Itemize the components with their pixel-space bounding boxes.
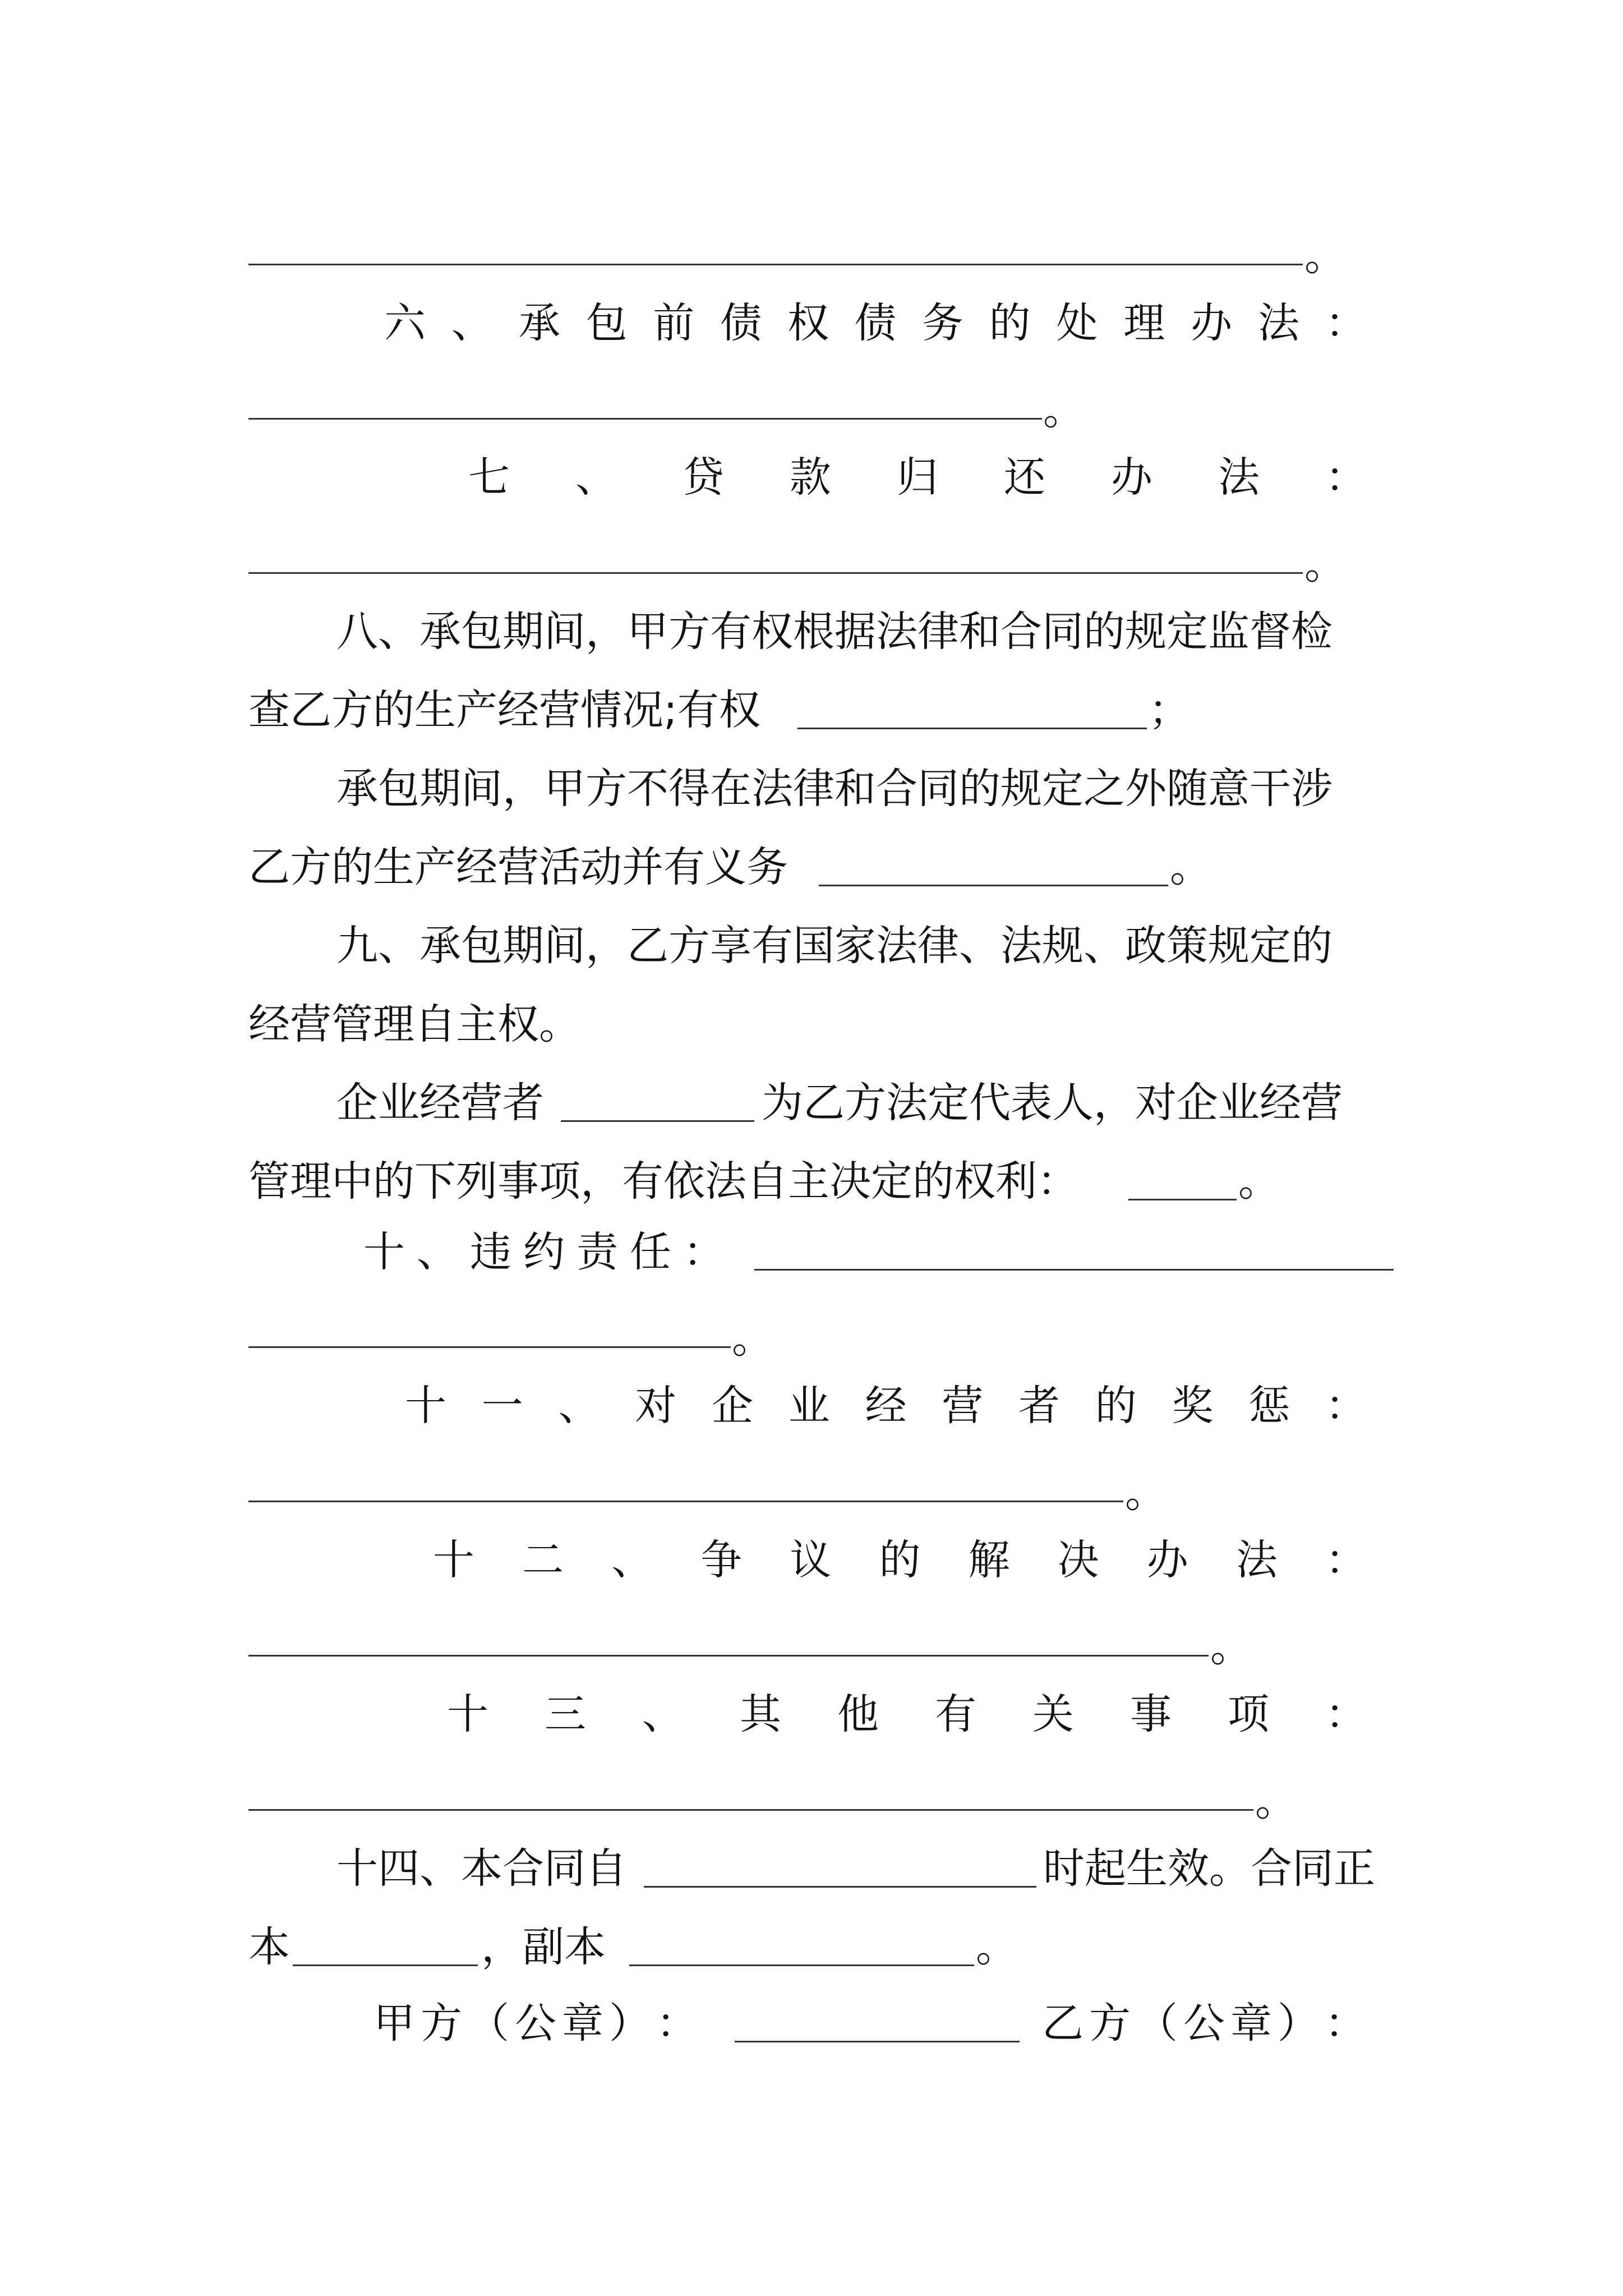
heading-char: 约	[523, 1228, 565, 1276]
section-13-heading	[447, 1687, 1367, 1741]
heading-char: 十	[405, 1382, 446, 1430]
period: 。	[732, 1314, 773, 1363]
heading-char: ：	[656, 1999, 698, 2047]
heading-char: 三	[545, 1690, 586, 1738]
heading-char: 惩	[1248, 1382, 1290, 1430]
heading-char: ：	[1325, 1536, 1367, 1584]
section-9-para-2-line-2: 管理中的下列事项，有依法自主决定的权利：	[248, 1157, 1078, 1205]
heading-char: 决	[1057, 1536, 1099, 1584]
heading-char: ：	[1325, 299, 1367, 347]
heading-char: 关	[1032, 1690, 1074, 1738]
period: 。	[1125, 1469, 1166, 1517]
fill-blank-line	[248, 1501, 1123, 1502]
heading-char: 他	[837, 1690, 879, 1738]
heading-char: 十	[447, 1690, 488, 1738]
heading-char: 办	[1191, 299, 1233, 347]
section-6-heading	[384, 296, 1367, 350]
section-9-para-2-prefix: 企业经营者	[336, 1079, 544, 1127]
heading-char: 六	[384, 299, 426, 347]
heading-char: 的	[879, 1536, 921, 1584]
heading-char: 债	[720, 299, 762, 347]
fill-blank-line	[248, 1655, 1209, 1657]
heading-char: 营	[942, 1382, 984, 1430]
section-7-heading	[468, 450, 1367, 504]
section-11-heading	[405, 1379, 1367, 1433]
heading-char: 议	[790, 1536, 832, 1584]
heading-char: 、	[611, 1536, 653, 1584]
heading-char: 二	[522, 1536, 564, 1584]
heading-char: 还	[1004, 453, 1045, 501]
heading-char: 十	[363, 1228, 405, 1276]
heading-char: 任	[630, 1228, 671, 1276]
period: 。	[1170, 843, 1211, 891]
heading-char: 事	[1130, 1690, 1172, 1738]
semicolon: ；	[1149, 686, 1190, 734]
party-b-seal-label	[1042, 1996, 1366, 2050]
heading-char: 、	[558, 1382, 600, 1430]
party-a-signature-line	[735, 2041, 1020, 2042]
heading-char: 处	[1056, 299, 1098, 347]
heading-char: ）	[1278, 1999, 1319, 2047]
heading-char: 企	[712, 1382, 753, 1430]
heading-char: 债	[854, 299, 896, 347]
section-9-line-1: 九、承包期间，乙方享有国家法律、法规、政策规定的	[336, 922, 1332, 970]
heading-char: 其	[740, 1690, 781, 1738]
heading-char: 包	[585, 299, 628, 347]
heading-char: 款	[790, 453, 831, 501]
heading-char: 者	[1018, 1382, 1060, 1430]
heading-char: 的	[989, 299, 1031, 347]
heading-char: ：	[1325, 1382, 1367, 1430]
heading-char: ：	[1325, 1690, 1367, 1738]
heading-char: 公	[1183, 1999, 1225, 2047]
heading-char: 前	[653, 299, 695, 347]
fill-blank-line	[248, 418, 1042, 420]
heading-char: 奖	[1172, 1382, 1214, 1430]
heading-char: 办	[1111, 453, 1152, 501]
heading-char: 法	[1257, 299, 1299, 347]
heading-char: 方	[421, 1999, 462, 2047]
heading-char: 七	[468, 453, 510, 501]
section-14-line-2-middle: ，副本	[481, 1923, 606, 1971]
period: 。	[976, 1923, 1017, 1971]
fill-blank-line	[629, 1964, 974, 1966]
heading-char: 一	[481, 1382, 523, 1430]
heading-char: 对	[635, 1382, 677, 1430]
fill-blank-line	[797, 728, 1147, 729]
heading-char: 甲	[374, 1999, 415, 2047]
section-8-line-1: 八、承包期间，甲方有权根据法律和合同的规定监督检	[336, 608, 1332, 656]
heading-char: ：	[1325, 1999, 1366, 2047]
heading-char: ：	[1325, 453, 1367, 501]
heading-char: 解	[968, 1536, 1010, 1584]
heading-char: 承	[518, 299, 560, 347]
section-8-para-2-line-1: 承包期间，甲方不得在法律和合同的规定之外随意干涉	[336, 765, 1332, 813]
section-14-line-1-suffix: 时起生效。合同正	[1043, 1844, 1375, 1893]
heading-char: 违	[470, 1228, 511, 1276]
heading-char: 法	[1235, 1536, 1278, 1584]
heading-char: 乙	[1042, 1999, 1083, 2047]
heading-char: ：	[683, 1228, 725, 1276]
fill-blank-line	[248, 1346, 731, 1348]
heading-char: 方	[1089, 1999, 1131, 2047]
heading-char: 项	[1228, 1690, 1269, 1738]
section-8-line-2-prefix: 查乙方的生产经营情况;有权	[248, 686, 760, 734]
section-9-para-2-suffix: 为乙方法定代表人，对企业经营	[762, 1079, 1343, 1127]
fill-blank-line	[1128, 1199, 1237, 1200]
fill-blank-line	[293, 1964, 478, 1966]
period: 。	[1043, 386, 1085, 434]
period: 。	[1255, 1777, 1297, 1825]
fill-blank-line	[561, 1120, 754, 1122]
section-9-line-2: 经营管理自主权。	[248, 1000, 580, 1048]
section-12-heading	[433, 1533, 1367, 1587]
heading-char: （	[1136, 1999, 1178, 2047]
heading-char: 的	[1095, 1382, 1137, 1430]
fill-blank-line	[644, 1886, 1036, 1888]
heading-char: 法	[1218, 453, 1260, 501]
heading-char: ）	[609, 1999, 651, 2047]
section-8-para-2-line-2-prefix: 乙方的生产经营活动并有义务	[248, 843, 788, 891]
period: 。	[1210, 1623, 1252, 1671]
heading-char: 、	[451, 299, 493, 347]
heading-char: 权	[787, 299, 829, 347]
fill-blank-line	[754, 1269, 1394, 1271]
fill-blank-line	[819, 885, 1168, 886]
period: 。	[1304, 232, 1346, 280]
heading-char: 、	[575, 453, 617, 501]
heading-char: 、	[417, 1228, 458, 1276]
heading-char: 章	[1230, 1999, 1272, 2047]
heading-char: 归	[897, 453, 938, 501]
party-a-seal-label	[374, 1996, 698, 2050]
heading-char: 公	[515, 1999, 556, 2047]
section-10-heading	[363, 1225, 725, 1279]
fill-blank-line	[248, 572, 1303, 574]
section-14-line-1-prefix: 十四、本合同自	[336, 1844, 627, 1893]
section-14-line-2-prefix: 本	[248, 1923, 290, 1971]
heading-char: 章	[562, 1999, 603, 2047]
heading-char: 务	[921, 299, 963, 347]
fill-blank-line	[248, 1809, 1253, 1811]
heading-char: （	[468, 1999, 509, 2047]
heading-char: 有	[935, 1690, 976, 1738]
heading-char: 理	[1123, 299, 1165, 347]
heading-char: 业	[788, 1382, 830, 1430]
heading-char: 经	[865, 1382, 907, 1430]
period: 。	[1238, 1157, 1280, 1205]
heading-char: 、	[642, 1690, 684, 1738]
fill-blank-line	[248, 264, 1303, 265]
heading-char: 办	[1146, 1536, 1188, 1584]
period: 。	[1304, 540, 1346, 588]
heading-char: 责	[577, 1228, 618, 1276]
heading-char: 争	[700, 1536, 743, 1584]
heading-char: 贷	[683, 453, 724, 501]
heading-char: 十	[433, 1536, 474, 1584]
